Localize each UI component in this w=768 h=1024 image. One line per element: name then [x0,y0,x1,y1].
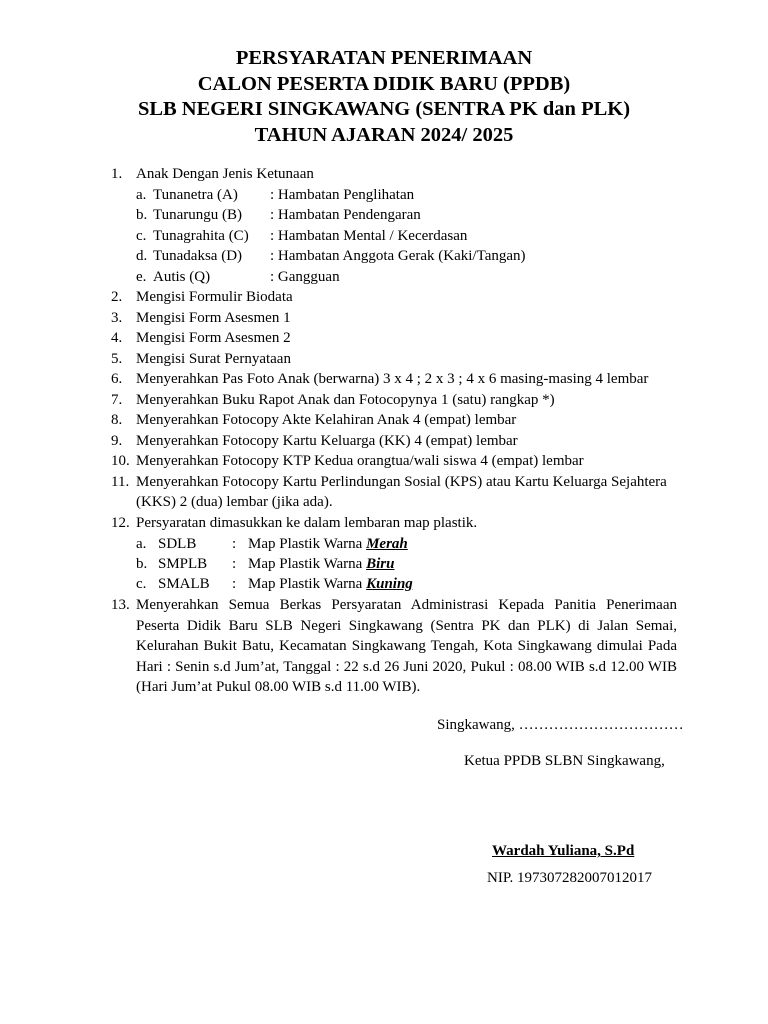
document-title [0,46,768,148]
sub-item-letter: b. [136,207,148,223]
item-text: (KKS) 2 (dua) lembar (jika ada). [136,494,333,510]
item-number: 8. [111,412,123,428]
sub-item-label: Tunadaksa (D) [153,248,243,264]
sub-item-letter: e. [136,269,147,285]
sub-item-desc: : Hambatan Mental / Kecerdasan [270,228,468,244]
sub-item-label: SDLB [158,536,197,552]
item-text: Menyerahkan Pas Foto Anak (berwarna) 3 x 4 ; 2 x 3 ; 4 x 6 masing-masing 4 lembar [136,371,649,387]
sub-item-letter: a. [136,536,147,552]
signer-name: Wardah Yuliana, S.Pd [492,843,635,859]
item-text: Menyerahkan Fotocopy Kartu Keluarga (KK) 4 (empat) lembar [136,433,518,449]
item-number: 9. [111,433,123,449]
sub-item-label: Autis (Q) [153,269,211,285]
sub-item-letter: a. [136,187,147,203]
item-text: Persyaratan dimasukkan ke dalam lembaran map plastik. [136,515,478,531]
map-color: Merah [366,536,408,552]
sub-item-label: Tunagrahita (C) [153,228,249,244]
item-text: Anak Dengan Jenis Ketunaan [136,166,314,182]
sub-item-desc: : Hambatan Pendengaran [270,207,421,223]
map-desc-text: Map Plastik Warna [248,556,363,572]
sub-item-desc: : Hambatan Penglihatan [270,187,415,203]
title-line-4: TAHUN AJARAN 2024/ 2025 [254,123,514,146]
item-text: Menyerahkan Fotocopy KTP Kedua orangtua/wali siswa 4 (empat) lembar [136,453,584,469]
item-number: 11. [111,474,130,490]
title-line-3: SLB NEGERI SINGKAWANG (SENTRA PK dan PLK) [137,98,631,120]
sub-item-letter: c. [136,228,147,244]
sub-item-desc [248,534,408,554]
sub-item-label: SMALB [158,576,210,592]
item-text: Menyerahkan Fotocopy Kartu Perlindungan Sosial (KPS) atau Kartu Keluarga Sejahtera [136,474,667,490]
item-number: 1. [111,166,123,182]
item-text: Mengisi Surat Pernyataan [136,351,291,367]
item-text: Menyerahkan Fotocopy Akte Kelahiran Anak 4 (empat) lembar [136,412,517,428]
sub-item-desc [248,574,413,594]
sub-item-label: Tunarungu (B) [153,207,243,223]
sub-item-desc [248,554,394,574]
map-desc-text: Map Plastik Warna [248,576,363,592]
item-number: 10. [111,453,130,469]
title-line-1: PERSYARATAN PENERIMAAN [235,47,533,69]
sub-item-letter: c. [136,576,147,592]
sub-item-letter: b. [136,556,148,572]
item-number: 2. [111,289,123,305]
sub-item-colon: : [232,576,237,592]
map-color: Biru [366,556,395,572]
item-number: 5. [111,351,123,367]
item-text: Mengisi Form Asesmen 2 [136,330,291,346]
sub-item-label: Tunanetra (A) [153,187,238,203]
signer-nip: NIP. 197307282007012017 [487,870,653,886]
sub-item-colon: : [232,536,237,552]
item-text: Menyerahkan Buku Rapot Anak dan Fotocopynya 1 (satu) rangkap *) [136,392,555,408]
item-number: 4. [111,330,123,346]
title-line-2: CALON PESERTA DIDIK BARU (PPDB) [197,72,571,95]
item-number: 12. [111,515,130,531]
item-number: 6. [111,371,123,387]
sub-item-desc: : Hambatan Anggota Gerak (Kaki/Tangan) [270,248,526,264]
place-date: Singkawang, …………………………… [437,717,684,733]
sub-item-colon: : [232,556,237,572]
item-paragraph: Menyerahkan Semua Berkas Persyaratan Administrasi Kepada Panitia Penerimaan Peserta Didik Baru SLB Negeri Singkawang (Sentra PK dan PLK) di Jalan Semai, Kelurahan Bukit Batu, Kecamatan Singkawang Tengah, Kota Singkawang dimulai Pada Hari : Senin s.d Jum’at, Tanggal : 22 s.d 26 Juni 2020, Pukul : 08.00 WIB s.d 12.00 WIB (Hari Jum’at Pukul 08.00 WIB s.d 11.00 WIB). [136,597,677,696]
sub-item-label: SMPLB [158,556,208,572]
item-text: Mengisi Form Asesmen 1 [136,310,291,326]
map-color: Kuning [366,576,413,592]
sub-item-letter: d. [136,248,148,264]
signer-position: Ketua PPDB SLBN Singkawang, [464,753,665,769]
map-desc-text: Map Plastik Warna [248,536,363,552]
item-text: Mengisi Formulir Biodata [136,289,293,305]
item-number: 13. [111,597,130,613]
item-number: 7. [111,392,123,408]
item-number: 3. [111,310,123,326]
sub-item-desc: : Gangguan [270,269,340,285]
